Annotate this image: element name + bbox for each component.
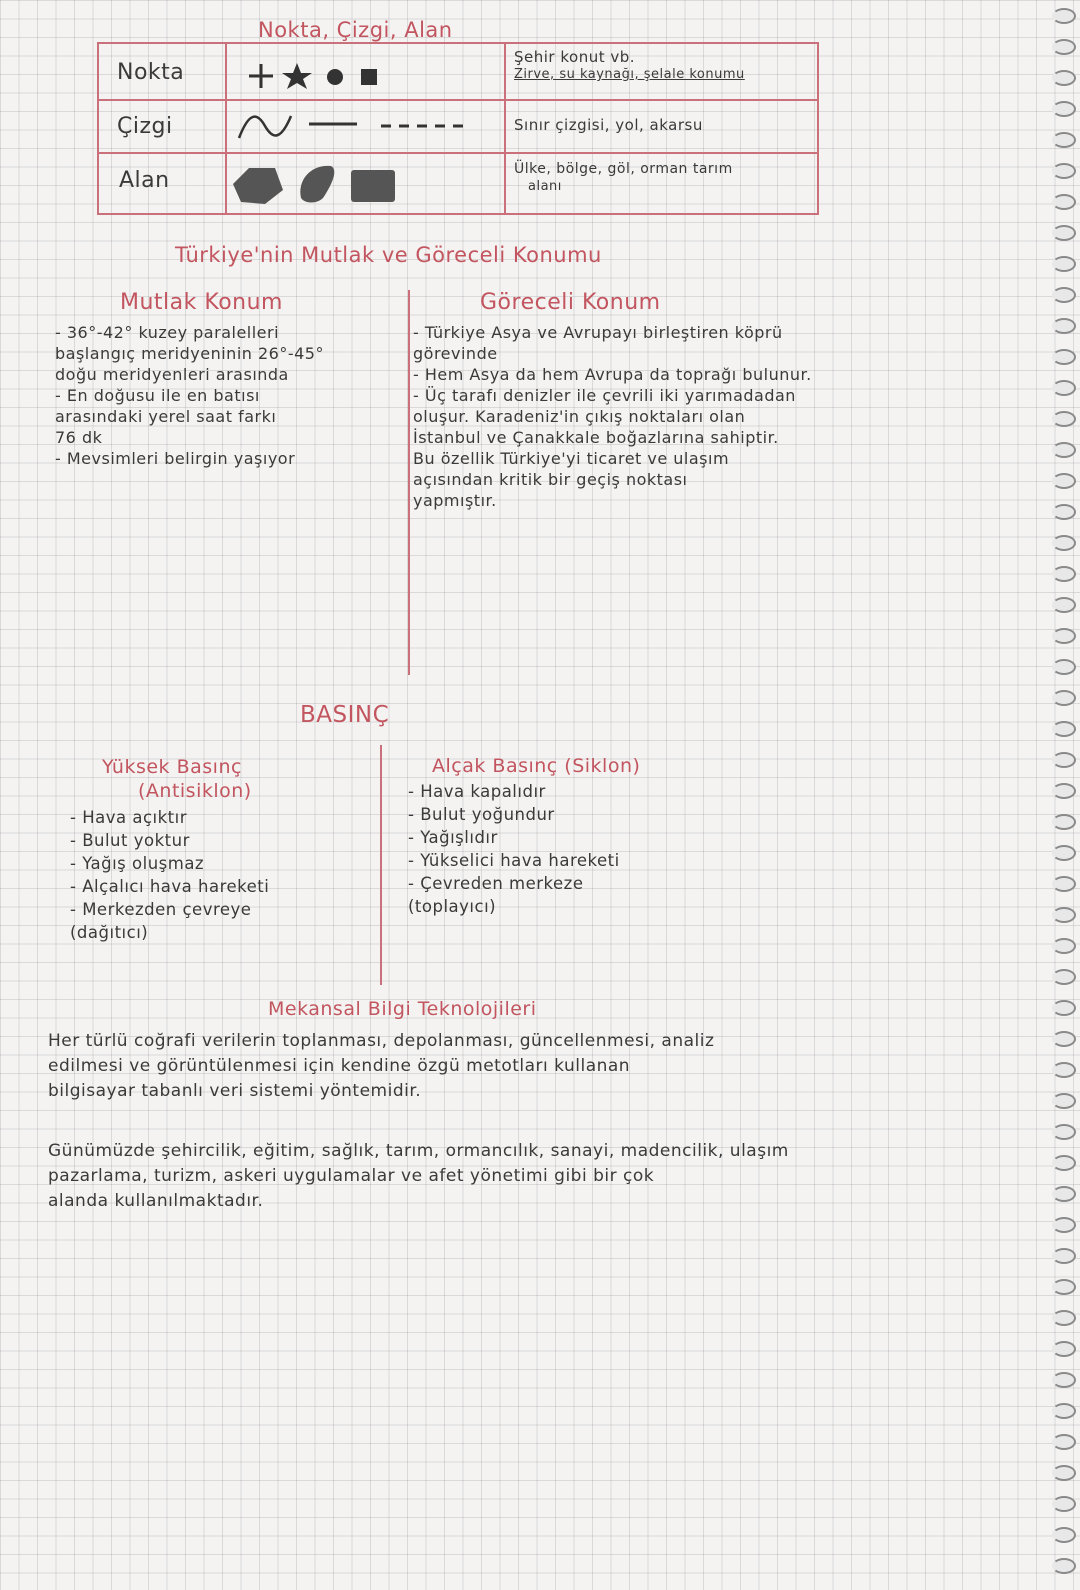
spiral-ring <box>1052 814 1076 830</box>
desc-nokta <box>514 48 745 84</box>
yuksek-line-1: - Hava açıktır <box>70 808 187 827</box>
alcak-line-2: - Bulut yoğundur <box>408 805 555 824</box>
spiral-ring <box>1052 1031 1076 1047</box>
spiral-ring <box>1052 1217 1076 1233</box>
goreceli-line-8: açısından kritik bir geçiş noktası <box>413 470 688 489</box>
spiral-ring <box>1052 70 1076 86</box>
spiral-ring <box>1052 876 1076 892</box>
row-label-nokta: Nokta <box>117 60 185 85</box>
desc-alan <box>514 160 733 196</box>
spiral-ring <box>1052 907 1076 923</box>
area-symbols <box>227 158 497 208</box>
mutlak-line-1: - 36°-42° kuzey paralelleri <box>55 323 280 342</box>
spiral-ring <box>1052 504 1076 520</box>
goreceli-title: Göreceli Konum <box>480 290 661 315</box>
goreceli-line-5: oluşur. Karadeniz'in çıkış noktaları olan <box>413 407 746 426</box>
spiral-ring <box>1052 349 1076 365</box>
point-symbols <box>239 52 489 92</box>
spiral-ring <box>1052 1496 1076 1512</box>
yuksek-line-2: - Bulut yoktur <box>70 831 190 850</box>
yuksek-line-4: - Alçalıcı hava hareketi <box>70 877 270 896</box>
table-title: Nokta, Çizgi, Alan <box>258 18 453 42</box>
symbol-table <box>97 42 819 215</box>
spiral-ring <box>1052 8 1076 24</box>
yuksek-title <box>102 755 252 803</box>
spiral-ring <box>1052 1372 1076 1388</box>
alcak-line-1: - Hava kapalıdır <box>408 782 546 801</box>
desc-cizgi <box>514 116 703 134</box>
mutlak-text <box>55 322 324 469</box>
spiral-ring <box>1052 287 1076 303</box>
desc-alan-line-1: Ülke, bölge, göl, orman tarım <box>514 161 733 177</box>
spiral-ring <box>1052 1093 1076 1109</box>
konum-divider <box>408 290 410 675</box>
mbt-p2-line-3: alanda kullanılmaktadır. <box>48 1191 264 1211</box>
desc-alan-line-2: alanı <box>528 179 562 194</box>
mbt-p1-line-1: Her türlü coğrafi verilerin toplanması, depolanması, güncellenmesi, analiz <box>48 1031 715 1051</box>
spiral-ring <box>1052 1465 1076 1481</box>
yuksek-title-line-2: (Antisiklon) <box>138 780 252 802</box>
spiral-ring <box>1052 411 1076 427</box>
goreceli-line-9: yapmıştır. <box>413 491 497 510</box>
goreceli-text <box>413 322 812 511</box>
yuksek-text <box>70 806 269 944</box>
spiral-ring <box>1052 225 1076 241</box>
alcak-title: Alçak Basınç (Siklon) <box>432 755 641 777</box>
alcak-line-6: (toplayıcı) <box>408 897 497 916</box>
spiral-ring <box>1052 721 1076 737</box>
mutlak-title: Mutlak Konum <box>120 290 283 315</box>
spiral-ring <box>1052 1124 1076 1140</box>
spiral-ring <box>1052 1186 1076 1202</box>
spiral-ring <box>1052 1403 1076 1419</box>
mutlak-line-3: doğu meridyenleri arasında <box>55 365 289 384</box>
goreceli-line-4: - Üç tarafı denizler ile çevrili iki yarımadadan <box>413 386 796 405</box>
goreceli-line-1: - Türkiye Asya ve Avrupayı birleştiren köprü <box>413 323 783 342</box>
spiral-ring <box>1052 256 1076 272</box>
mbt-p2-line-1: Günümüzde şehircilik, eğitim, sağlık, tarım, ormancılık, sanayi, madencilik, ulaşım <box>48 1141 789 1161</box>
yuksek-line-6: (dağıtıcı) <box>70 923 149 942</box>
spiral-binding <box>1052 0 1080 1590</box>
spiral-ring <box>1052 1341 1076 1357</box>
basinc-title: BASINÇ <box>300 702 390 728</box>
goreceli-line-3: - Hem Asya da hem Avrupa da toprağı bulunur. <box>413 365 812 384</box>
spiral-ring <box>1052 628 1076 644</box>
mbt-p1-line-2: edilmesi ve görüntülenmesi için kendine özgü metotları kullanan <box>48 1056 631 1076</box>
spiral-ring <box>1052 318 1076 334</box>
spiral-ring <box>1052 1558 1076 1574</box>
spiral-ring <box>1052 380 1076 396</box>
spiral-ring <box>1052 659 1076 675</box>
mbt-p2-line-2: pazarlama, turizm, askeri uygulamalar ve afet yönetimi gibi bir çok <box>48 1166 655 1186</box>
spiral-ring <box>1052 1000 1076 1016</box>
desc-cizgi-line-1: Sınır çizgisi, yol, akarsu <box>514 116 703 134</box>
spiral-ring <box>1052 1527 1076 1543</box>
spiral-ring <box>1052 1062 1076 1078</box>
spiral-ring <box>1052 938 1076 954</box>
yuksek-line-3: - Yağış oluşmaz <box>70 854 205 873</box>
mutlak-line-2: başlangıç meridyeninin 26°-45° <box>55 344 324 363</box>
spiral-ring <box>1052 845 1076 861</box>
alcak-line-3: - Yağışlıdır <box>408 828 498 847</box>
spiral-ring <box>1052 783 1076 799</box>
spiral-ring <box>1052 1155 1076 1171</box>
spiral-ring <box>1052 39 1076 55</box>
mutlak-line-7: - Mevsimleri belirgin yaşıyor <box>55 449 296 468</box>
spiral-ring <box>1052 752 1076 768</box>
alcak-line-4: - Yükselici hava hareketi <box>408 851 620 870</box>
spiral-ring <box>1052 473 1076 489</box>
spiral-ring <box>1052 442 1076 458</box>
alcak-line-5: - Çevreden merkeze <box>408 874 584 893</box>
goreceli-line-2: görevinde <box>413 344 498 363</box>
row-label-alan: Alan <box>119 168 170 193</box>
line-symbols <box>231 106 501 146</box>
spiral-ring <box>1052 132 1076 148</box>
spiral-ring <box>1052 969 1076 985</box>
spiral-ring <box>1052 1248 1076 1264</box>
mutlak-line-6: 76 dk <box>55 428 103 447</box>
mutlak-line-4: - En doğusu ile en batısı <box>55 386 260 405</box>
spiral-ring <box>1052 597 1076 613</box>
yuksek-title-line-1: Yüksek Basınç <box>102 756 242 778</box>
row-label-cizgi: Çizgi <box>117 114 173 139</box>
spiral-ring <box>1052 194 1076 210</box>
konum-title: Türkiye'nin Mutlak ve Göreceli Konumu <box>175 243 602 267</box>
basinc-divider <box>380 745 382 985</box>
yuksek-line-5: - Merkezden çevreye <box>70 900 252 919</box>
spiral-ring <box>1052 101 1076 117</box>
spiral-ring <box>1052 1310 1076 1326</box>
mbt-paragraph-2 <box>48 1140 789 1215</box>
spiral-ring <box>1052 1434 1076 1450</box>
spiral-ring <box>1052 566 1076 582</box>
mbt-title: Mekansal Bilgi Teknolojileri <box>268 998 537 1020</box>
goreceli-line-6: İstanbul ve Çanakkale boğazlarına sahiptir. <box>413 428 779 447</box>
mbt-p1-line-3: bilgisayar tabanlı veri sistemi yöntemidir. <box>48 1081 422 1101</box>
desc-nokta-line-2: Zirve, su kaynağı, şelale konumu <box>514 67 745 82</box>
mutlak-line-5: arasındaki yerel saat farkı <box>55 407 277 426</box>
spiral-ring <box>1052 535 1076 551</box>
desc-nokta-line-1: Şehir konut vb. <box>514 48 636 66</box>
spiral-ring <box>1052 1279 1076 1295</box>
goreceli-line-7: Bu özellik Türkiye'yi ticaret ve ulaşım <box>413 449 730 468</box>
spiral-ring <box>1052 163 1076 179</box>
mbt-paragraph-1 <box>48 1030 714 1105</box>
alcak-text <box>408 780 620 918</box>
spiral-ring <box>1052 690 1076 706</box>
